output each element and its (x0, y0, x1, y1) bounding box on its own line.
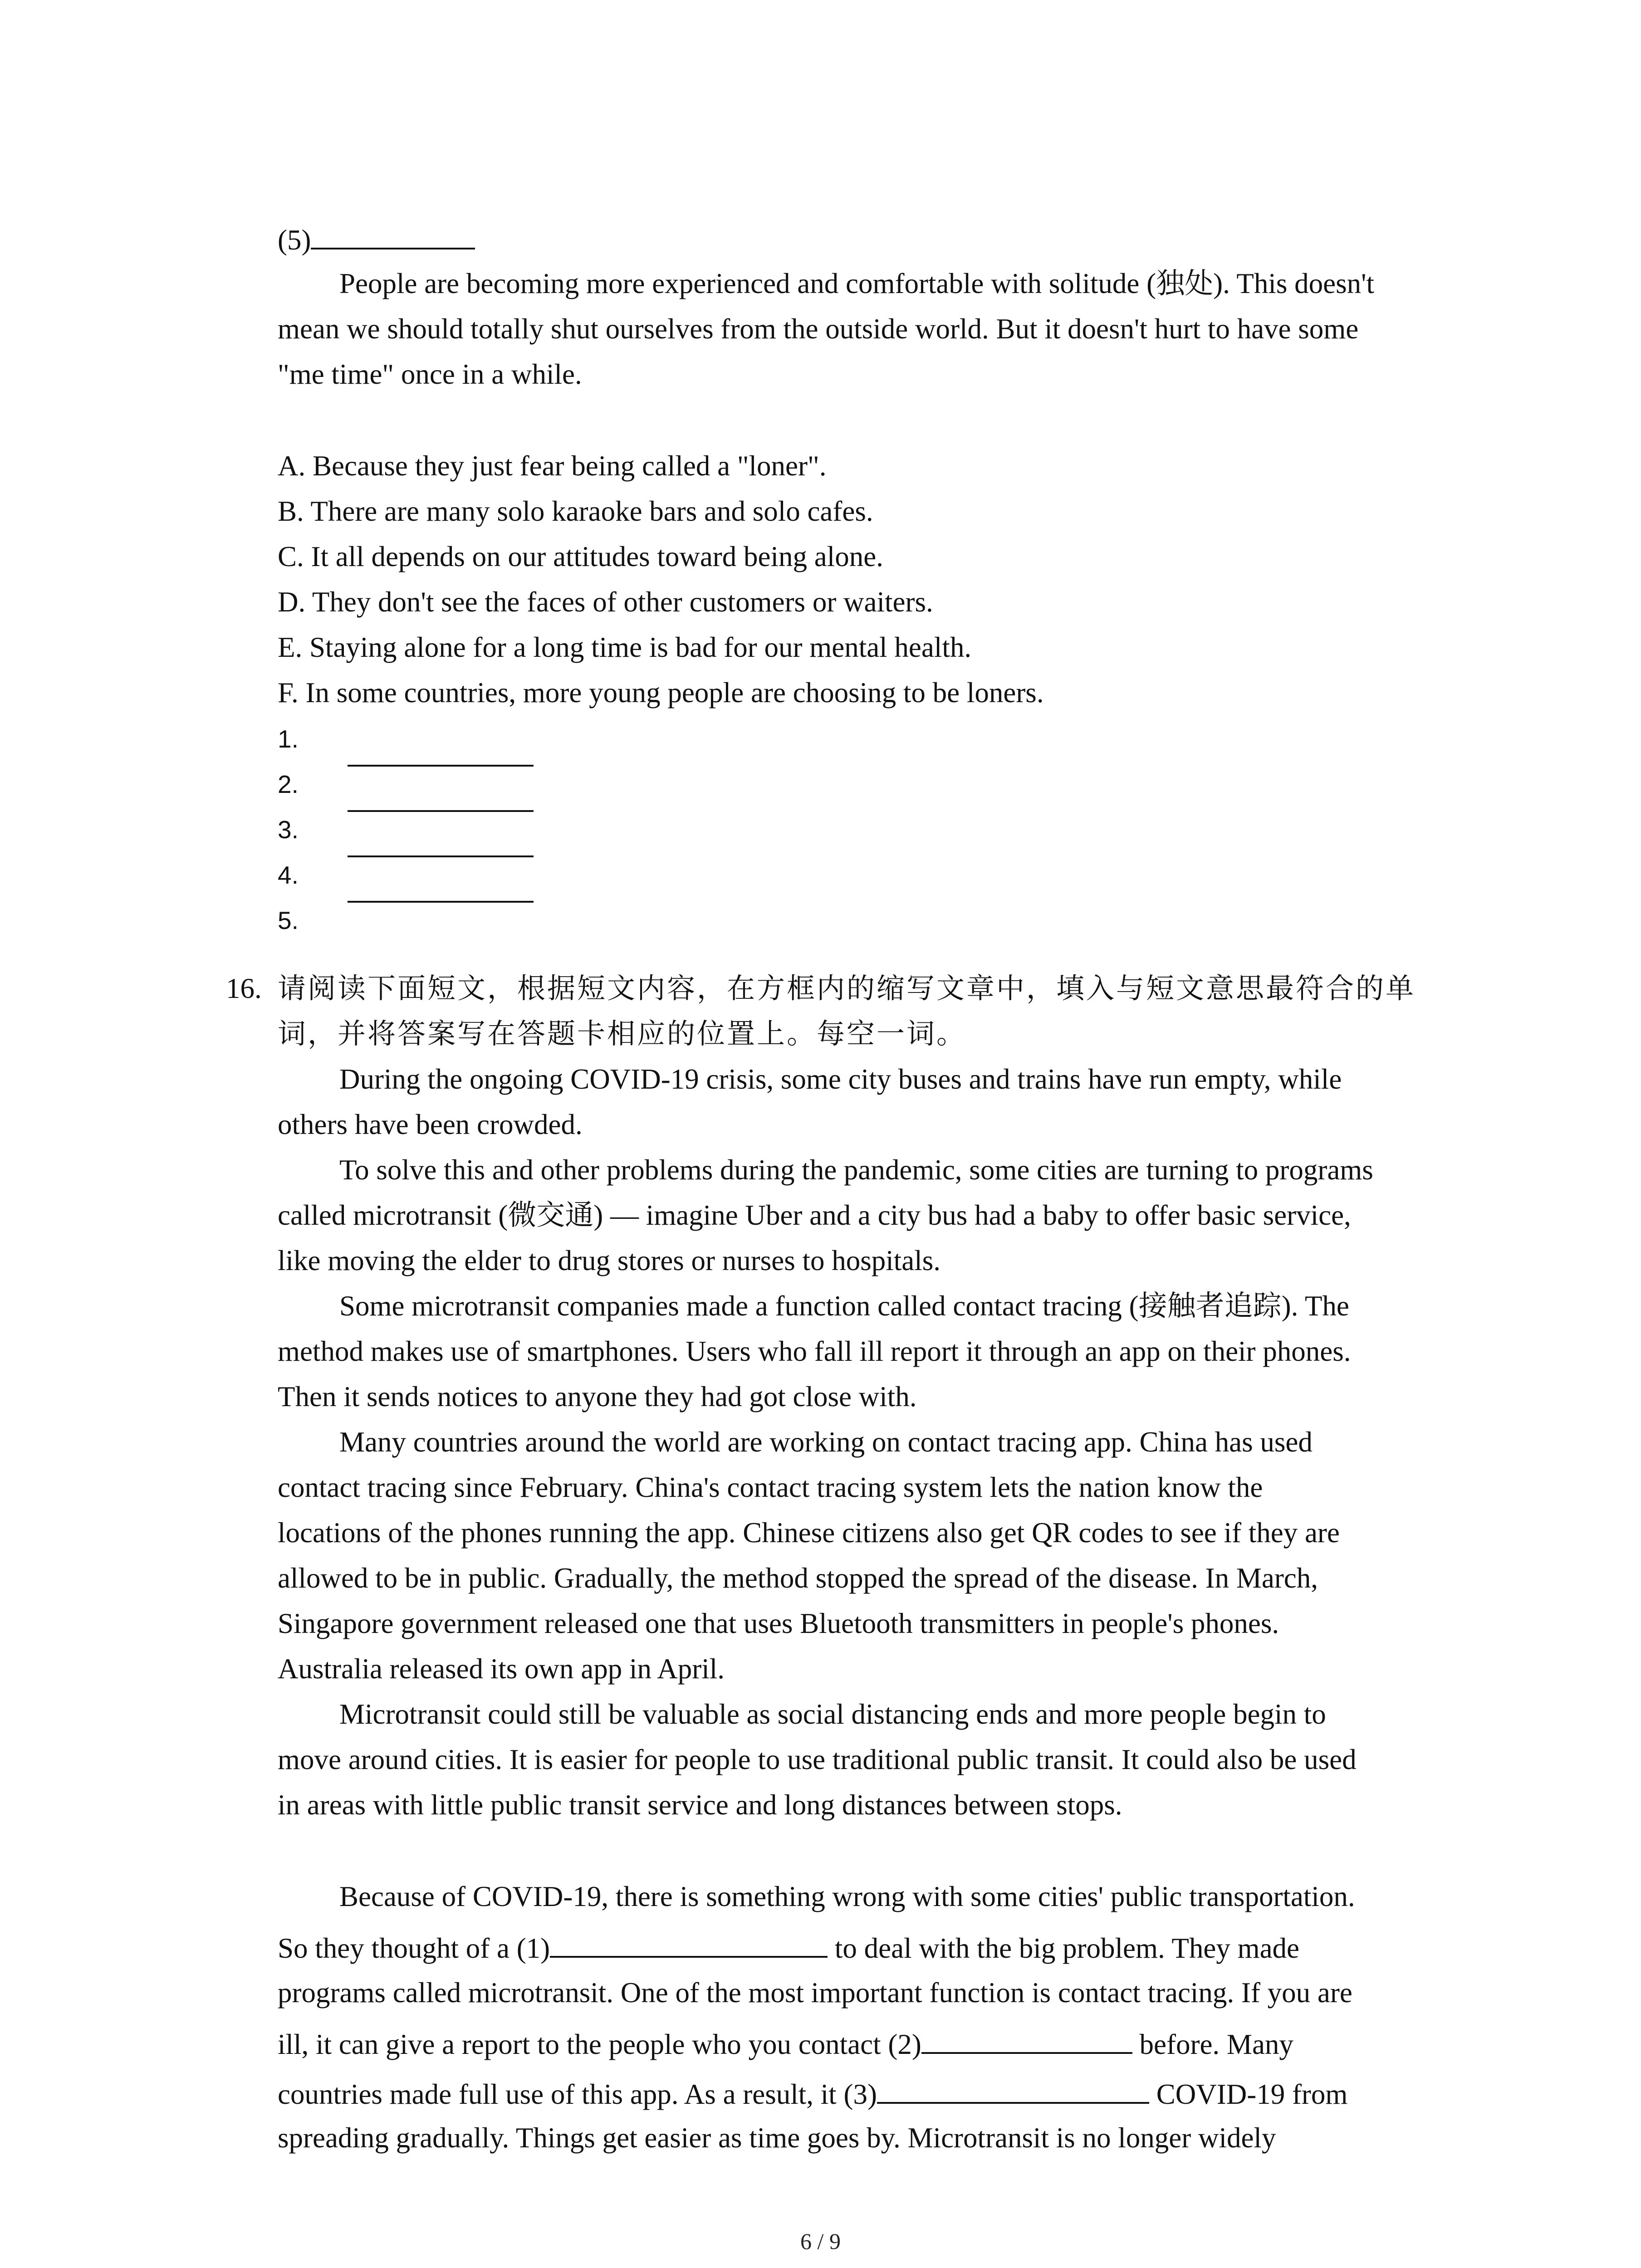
summary-line-6: spreading gradually. Things get easier as time goes by. Microtransit is no longer widely (278, 2122, 1276, 2154)
passage-line-8: Then it sends notices to anyone they had got close with. (278, 1381, 917, 1413)
answer-line-1[interactable] (348, 765, 534, 767)
summary-line-5 (278, 2078, 1347, 2109)
passage-line-17: in areas with little public transit service and long distances between stops. (278, 1789, 1122, 1821)
question-16-instruction-line-1: 请阅读下面短文，根据短文内容，在方框内的缩写文章中，填入与短文意思最符合的单 (278, 972, 1416, 1005)
passage-line-11: locations of the phones running the app. Chinese citizens also get QR codes to see if they are (278, 1517, 1340, 1549)
option-b: B. There are many solo karaoke bars and solo cafes. (278, 495, 873, 527)
option-e: E. Staying alone for a long time is bad for our mental health. (278, 631, 972, 663)
passage-line-7: method makes use of smartphones. Users who fall ill report it through an app on their phones. (278, 1335, 1351, 1367)
question-16-instruction-line-2: 词，并将答案写在答题卡相应的位置上。每空一词。 (278, 1017, 967, 1050)
passage-line-5: like moving the elder to drug stores or nurses to hospitals. (278, 1245, 941, 1276)
page-number: 6 / 9 (800, 2229, 841, 2254)
passage-line-6: Some microtransit companies made a function called contact tracing (接触者追踪). The (339, 1290, 1349, 1322)
passage-line-1: During the ongoing COVID-19 crisis, some city buses and trains have run empty, while (339, 1063, 1342, 1095)
summary-line-2 (278, 1932, 1299, 1963)
answer-number-1: 1. (278, 725, 299, 753)
summary-line-3: programs called microtransit. One of the most important function is contact tracing. If you are (278, 1977, 1352, 2009)
summary-line-4-end: before. Many (1132, 2028, 1293, 2060)
passage-line-16: move around cities. It is easier for people to use traditional public transit. It could also be used (278, 1744, 1357, 1775)
passage-line-4: called microtransit (微交通) — imagine Uber and a city bus had a baby to offer basic service, (278, 1199, 1351, 1231)
summary-line-5-start: countries made full use of this app. As a result, it (3) (278, 2078, 877, 2110)
option-c: C. It all depends on our attitudes toward being alone. (278, 541, 883, 572)
answer-line-3[interactable] (348, 855, 534, 857)
passage-line-2: others have been crowded. (278, 1109, 583, 1140)
summary-line-2-start: So they thought of a (1) (278, 1932, 550, 1964)
option-d: D. They don't see the faces of other customers or waiters. (278, 586, 933, 618)
answer-line-4[interactable] (348, 901, 534, 903)
answer-line-2[interactable] (348, 810, 534, 812)
option-a: A. Because they just fear being called a "loner". (278, 450, 827, 482)
summary-line-2-end: to deal with the big problem. They made (828, 1932, 1300, 1964)
section-5-line-1: People are becoming more experienced and comfortable with solitude (独处). This doesn't (339, 268, 1375, 299)
answer-number-4: 4. (278, 861, 299, 889)
passage-line-13: Singapore government released one that uses Bluetooth transmitters in people's phones. (278, 1608, 1279, 1639)
summary-line-4 (278, 2028, 1293, 2059)
passage-line-12: allowed to be in public. Gradually, the method stopped the spread of the disease. In March, (278, 1562, 1318, 1594)
passage-line-9: Many countries around the world are working on contact tracing app. China has used (339, 1426, 1313, 1458)
section-5-label: (5) (278, 224, 311, 256)
answer-blank-5[interactable] (311, 224, 475, 249)
summary-line-5-end: COVID-19 from (1149, 2078, 1348, 2110)
passage-line-15: Microtransit could still be valuable as social distancing ends and more people begin to (339, 1698, 1326, 1730)
summary-blank-3[interactable] (877, 2078, 1149, 2104)
answer-number-2: 2. (278, 770, 299, 798)
section-5-line-2: mean we should totally shut ourselves from the outside world. But it doesn't hurt to have some (278, 313, 1359, 345)
answer-number-5: 5. (278, 906, 299, 934)
passage-line-10: contact tracing since February. China's contact tracing system lets the nation know the (278, 1471, 1263, 1503)
summary-blank-2[interactable] (921, 2028, 1132, 2054)
summary-blank-1[interactable] (550, 1932, 828, 1958)
section-5-line-3: "me time" once in a while. (278, 358, 582, 390)
passage-line-3: To solve this and other problems during the pandemic, some cities are turning to programs (339, 1154, 1373, 1186)
passage-line-14: Australia released its own app in April. (278, 1653, 725, 1685)
option-f: F. In some countries, more young people are choosing to be loners. (278, 677, 1044, 709)
summary-line-4-start: ill, it can give a report to the people who you contact (2) (278, 2028, 921, 2060)
question-16-number: 16. (226, 973, 262, 1004)
summary-line-1: Because of COVID-19, there is something wrong with some cities' public transportation. (339, 1881, 1355, 1912)
section-5-heading (278, 224, 475, 254)
answer-number-3: 3. (278, 816, 299, 844)
